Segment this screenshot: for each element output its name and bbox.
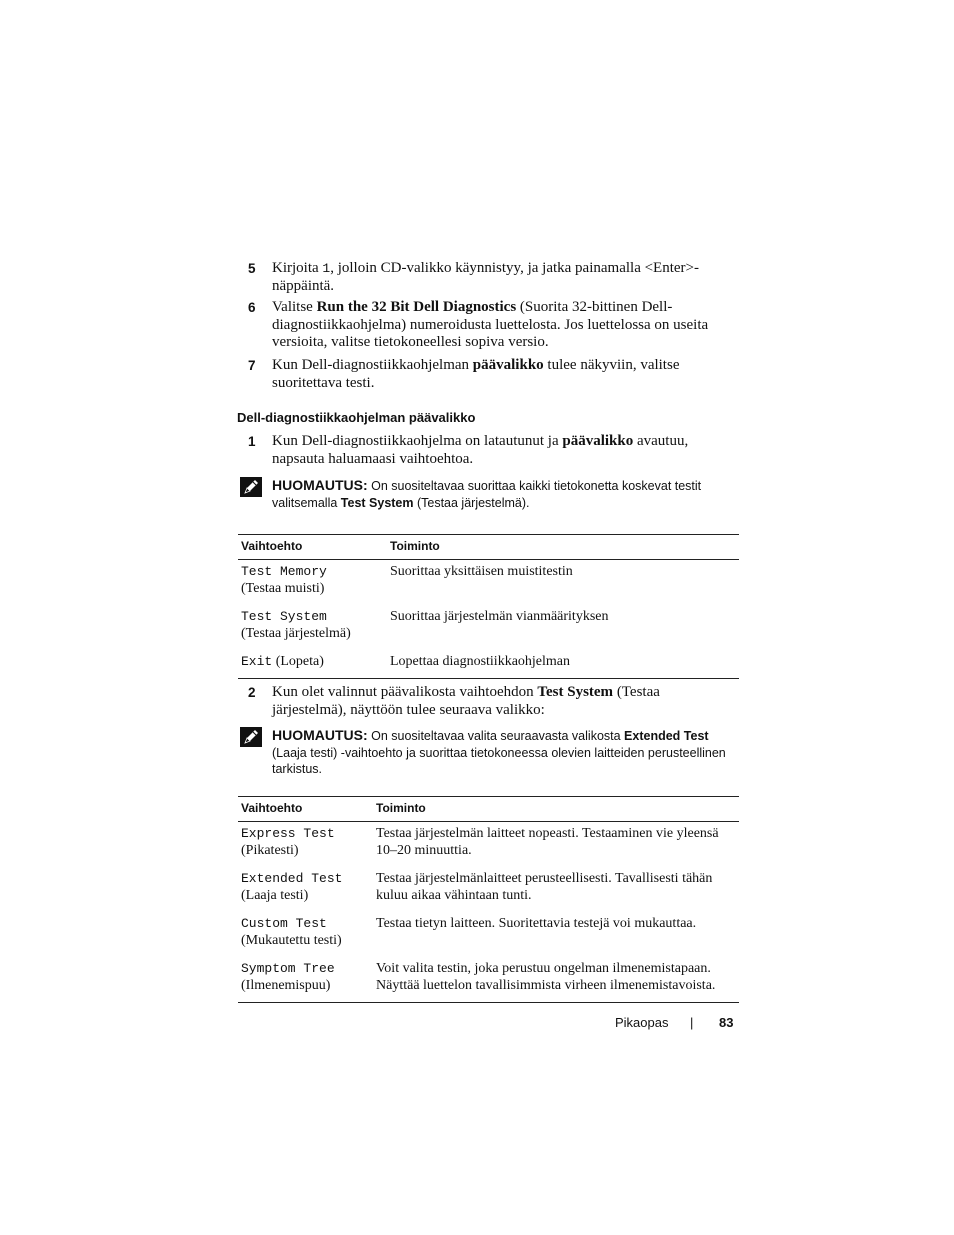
step-number: 5 — [248, 261, 256, 276]
function-cell: Testaa järjestelmänlaitteet perusteellisesti. Tavallisesti tähän kuluu aikaa vähintaan tunti. — [376, 871, 713, 903]
note-pencil-icon — [240, 727, 262, 747]
step-1 — [248, 433, 738, 468]
step-6 — [248, 299, 738, 352]
inline-code: 1 — [322, 261, 331, 276]
function-cell: Suorittaa järjestelmän vianmäärityksen — [390, 609, 609, 624]
footer-section-name: Pikaopas — [615, 1015, 669, 1030]
column-header-option: Vaihtoehto — [238, 535, 387, 560]
step-text: Valitse Run the 32 Bit Dell Diagnostics (Suorita 32-bittinen Dell-diagnostiikkaohjelma) numeroidusta luettelosta. Jos luettelossa on useita versioita, valitse tietokoneellesi sopiva versio. — [272, 299, 709, 350]
note-1 — [240, 477, 740, 511]
option-cell: Exit (Lopeta) — [238, 650, 387, 679]
function-cell: Lopettaa diagnostiikkaohjelman — [387, 650, 739, 679]
step-2 — [248, 684, 738, 719]
function-cell: Voit valita testin, joka perustuu ongelman ilmenemistapaan. Näyttää luettelon tavallisimmista virheen ilmenemistavoista. — [373, 957, 739, 1003]
option-cell: Test Memory (Testaa muisti) — [241, 564, 327, 596]
column-header-function: Toiminto — [387, 535, 739, 560]
table-row — [238, 605, 739, 650]
step-text: Kun Dell-diagnostiikkaohjelma on latautunut ja päävalikko avautuu, napsauta haluamaasi vaihtoehtoa. — [272, 433, 689, 467]
note-pencil-icon — [240, 477, 262, 497]
function-cell: Suorittaa yksittäisen muistitestin — [390, 564, 573, 579]
step-text: Kun olet valinnut päävalikosta vaihtoehdon Test System (Testaa järjestelmä), näyttöön tulee seuraava valikko: — [272, 684, 660, 718]
page-number: 83 — [719, 1015, 734, 1030]
table-row — [238, 912, 739, 957]
step-number: 7 — [248, 358, 256, 373]
option-cell: Test System (Testaa järjestelmä) — [241, 609, 351, 641]
note-label: HUOMAUTUS: — [272, 477, 368, 493]
table-row — [238, 650, 739, 679]
step-number: 1 — [248, 434, 256, 449]
step-text: Kirjoita 1, jolloin CD-valikko käynnistyy, ja jatka painamalla <Enter>-näppäintä. — [272, 260, 699, 294]
function-cell: Testaa järjestelmän laitteet nopeasti. Testaaminen vie yleensä 10–20 minuuttia. — [376, 826, 719, 858]
option-cell: Express Test (Pikatesti) — [241, 826, 335, 858]
table-row — [238, 867, 739, 912]
note-text: HUOMAUTUS: On suositeltavaa valita seuraavasta valikosta Extended Test (Laaja testi) -vaihtoehto ja suorittaa tietokoneessa olevien laitteiden perusteellinen tarkistus. — [272, 727, 726, 776]
option-cell: Custom Test (Mukautettu testi) — [241, 916, 342, 948]
note-label: HUOMAUTUS: — [272, 727, 368, 743]
step-number: 2 — [248, 685, 256, 700]
function-cell: Testaa tietyn laitteen. Suoritettavia testejä voi mukauttaa. — [376, 916, 697, 931]
step-text: Kun Dell-diagnostiikkaohjelman päävalikko tulee näkyviin, valitse suoritettava testi. — [272, 357, 680, 391]
table-header-row — [238, 797, 739, 822]
option-cell: Extended Test (Laaja testi) — [241, 871, 343, 903]
note-text: HUOMAUTUS: On suositeltavaa suorittaa kaikki tietokonetta koskevat testit valitsemalla Test System (Testaa järjestelmä). — [272, 477, 702, 510]
table-row — [238, 957, 739, 1003]
footer-separator: | — [690, 1015, 694, 1030]
option-cell: Symptom Tree (Ilmenemispuu) — [238, 957, 373, 1003]
column-header-function: Toiminto — [373, 797, 739, 822]
section-heading: Dell-diagnostiikkaohjelman päävalikko — [237, 410, 476, 425]
column-header-option: Vaihtoehto — [238, 797, 373, 822]
step-7 — [248, 357, 738, 392]
table-row — [238, 560, 739, 606]
note-2 — [240, 727, 740, 778]
main-menu-options-table — [238, 534, 739, 679]
table-row — [238, 822, 739, 868]
step-5 — [248, 260, 738, 295]
test-system-options-table — [238, 796, 739, 1003]
table-header-row — [238, 535, 739, 560]
step-number: 6 — [248, 300, 256, 315]
